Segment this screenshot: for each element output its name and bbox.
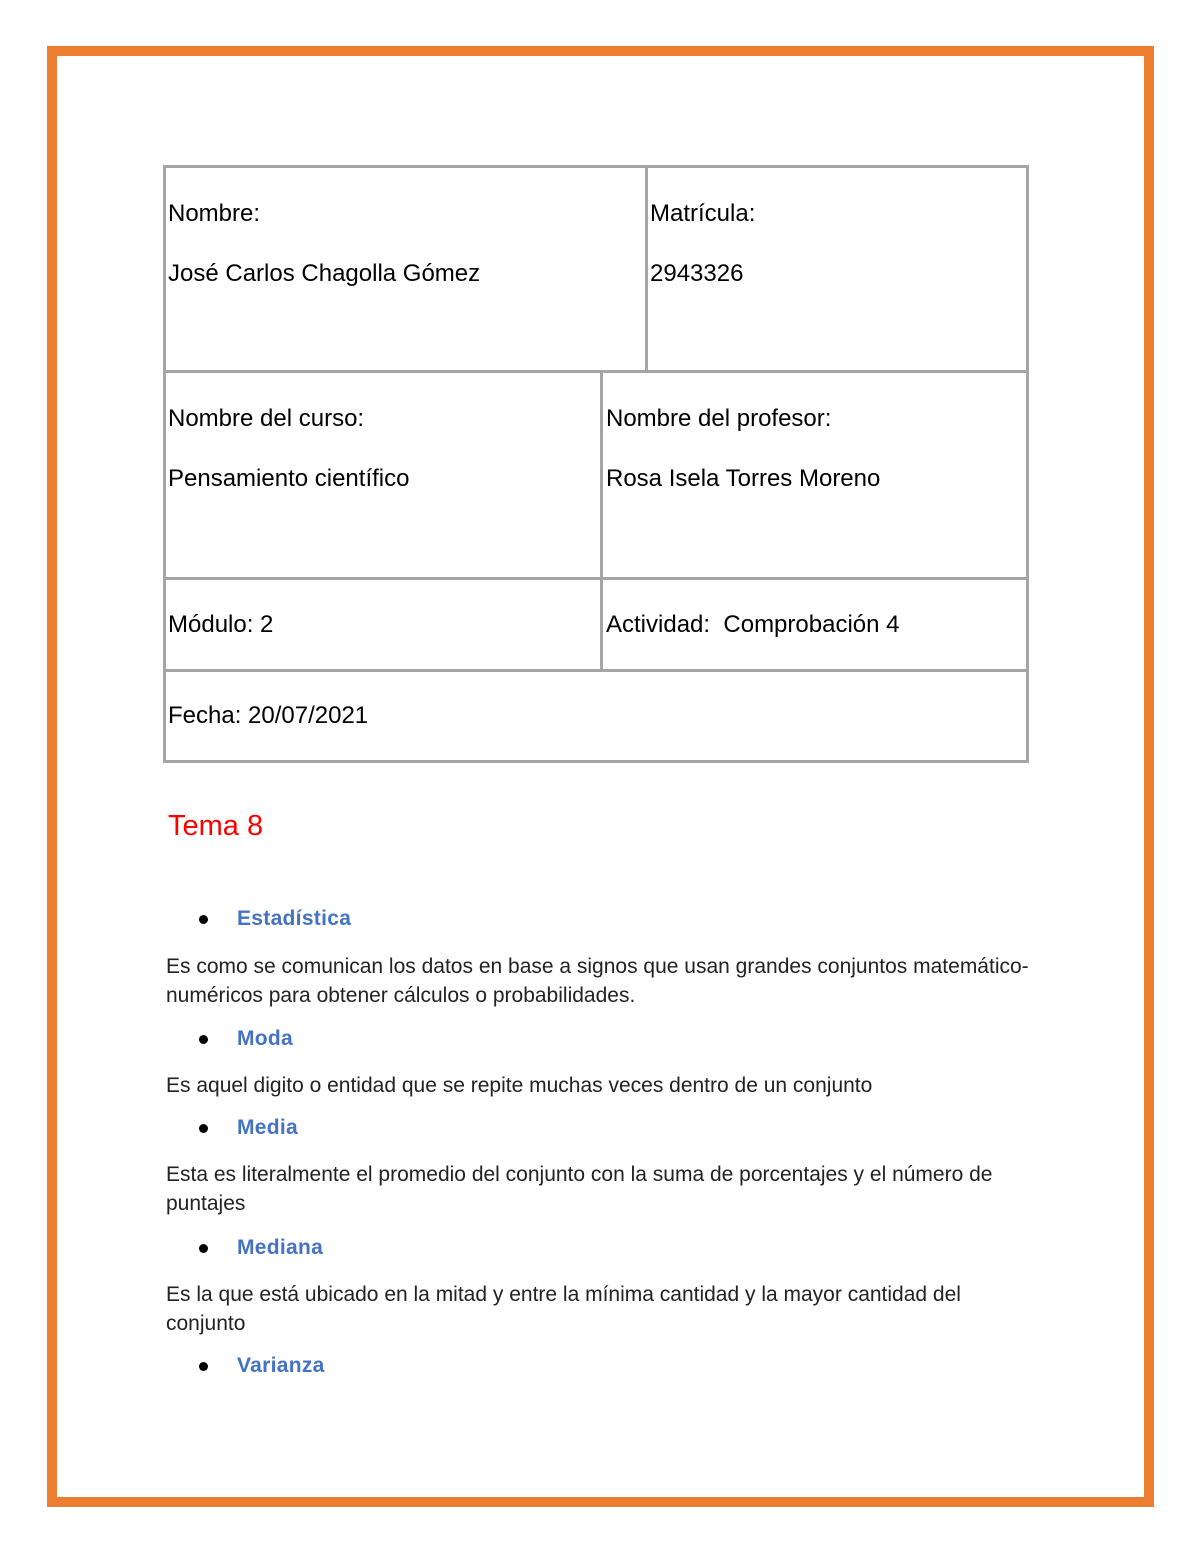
nombre-label: Nombre: xyxy=(168,200,261,227)
cell-matricula xyxy=(650,199,755,289)
term-estadistica: Estadística xyxy=(237,907,352,930)
bullet-icon xyxy=(199,1035,208,1044)
table-border-row2 xyxy=(163,577,1029,580)
table-border-top xyxy=(163,165,1029,168)
table-divider-row2 xyxy=(600,370,603,672)
table-divider-row1 xyxy=(645,165,648,373)
modulo-text: Módulo: 2 xyxy=(168,611,274,638)
list-item xyxy=(199,1025,293,1053)
cell-modulo xyxy=(168,610,273,640)
cell-curso xyxy=(168,404,409,494)
fecha-text: Fecha: 20/07/2021 xyxy=(168,702,369,729)
table-border-row1 xyxy=(163,370,1029,373)
list-item xyxy=(199,1234,323,1262)
bullet-icon xyxy=(199,1124,208,1133)
definition-estadistica: Es como se comunican los datos en base a signos que usan grandes conjuntos matemático-numéricos para obtener cálculos o probabilidades. xyxy=(166,955,1029,1007)
bullet-icon xyxy=(199,1362,208,1371)
table-border-left xyxy=(163,165,166,763)
table-border-bottom xyxy=(163,760,1029,763)
definition-mediana: Es la que está ubicado en la mitad y entre la mínima cantidad y la mayor cantidad del conjunto xyxy=(166,1283,961,1335)
list-item xyxy=(199,1352,325,1380)
bullet-icon xyxy=(199,915,208,924)
cell-fecha xyxy=(168,701,368,731)
table-border-right xyxy=(1026,165,1029,763)
curso-label: Nombre del curso: xyxy=(168,405,365,432)
cell-profesor xyxy=(606,404,880,494)
section-title: Tema 8 xyxy=(168,810,264,842)
matricula-label: Matrícula: xyxy=(650,200,756,227)
term-mediana: Mediana xyxy=(237,1236,324,1259)
table-border-row3 xyxy=(163,669,1029,672)
curso-value: Pensamiento científico xyxy=(168,465,410,492)
profesor-label: Nombre del profesor: xyxy=(606,405,832,432)
bullet-icon xyxy=(199,1244,208,1253)
definition-media: Esta es literalmente el promedio del conjunto con la suma de porcentajes y el número de puntajes xyxy=(166,1163,993,1215)
profesor-value: Rosa Isela Torres Moreno xyxy=(606,465,881,492)
cell-nombre xyxy=(168,199,480,289)
term-moda: Moda xyxy=(237,1027,294,1050)
definition-moda: Es aquel digito o entidad que se repite muchas veces dentro de un conjunto xyxy=(166,1074,873,1097)
term-media: Media xyxy=(237,1116,299,1139)
list-item xyxy=(199,905,351,933)
nombre-value: José Carlos Chagolla Gómez xyxy=(168,260,481,287)
matricula-value: 2943326 xyxy=(650,260,744,287)
term-varianza: Varianza xyxy=(237,1354,325,1377)
actividad-text: Actividad: Comprobación 4 xyxy=(606,611,900,638)
cell-actividad xyxy=(606,610,899,640)
list-item xyxy=(199,1114,298,1142)
